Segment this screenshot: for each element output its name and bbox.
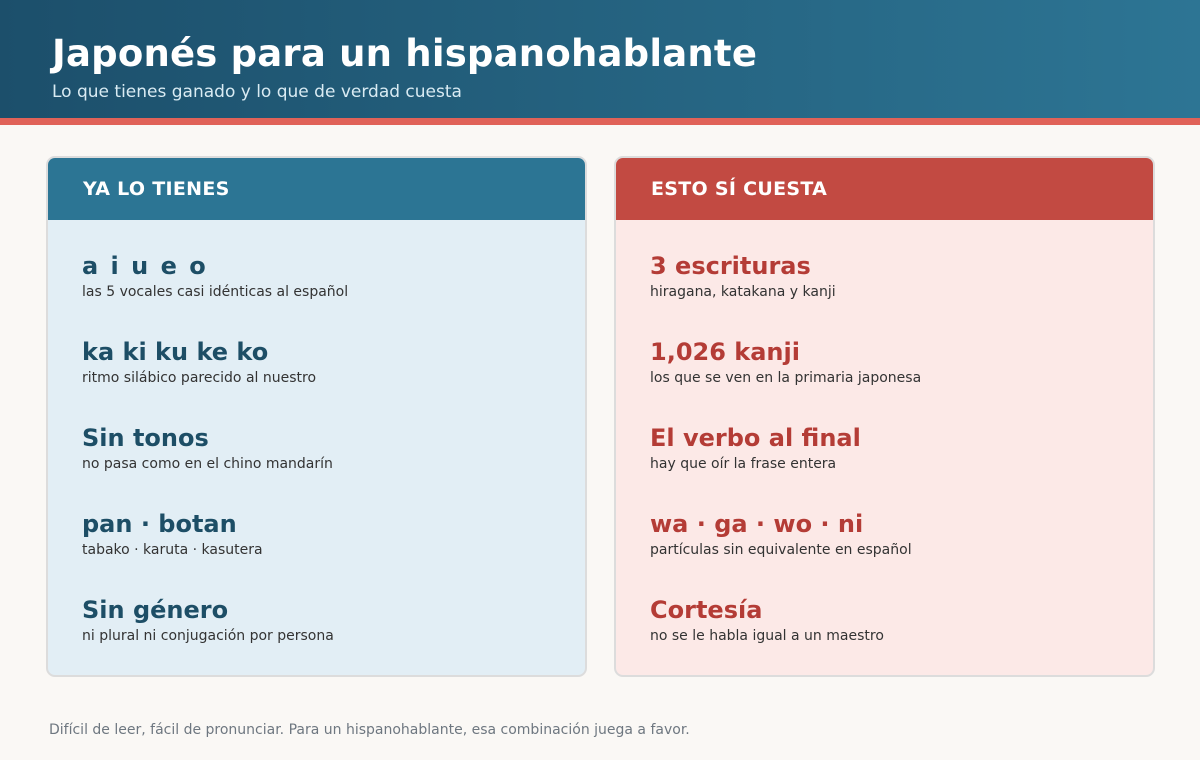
footer-note: Difícil de leer, fácil de pronunciar. Para un hispanohablante, esa combinación juega a favor. <box>49 722 690 738</box>
list-item <box>82 596 334 645</box>
item-subtitle: hay que oír la frase entera <box>650 456 837 472</box>
item-subtitle: ritmo silábico parecido al nuestro <box>82 370 317 386</box>
item-subtitle: no se le habla igual a un maestro <box>650 628 884 644</box>
item-title: Sin género <box>82 596 229 624</box>
item-subtitle: las 5 vocales casi idénticas al español <box>82 284 349 300</box>
page-subtitle: Lo que tienes ganado y lo que de verdad cuesta <box>52 82 462 102</box>
item-title: 1,026 kanji <box>650 338 800 366</box>
list-item <box>82 338 316 387</box>
item-title: El verbo al final <box>650 424 861 452</box>
item-title: ka ki ku ke ko <box>82 338 269 366</box>
item-title: wa · ga · wo · ni <box>650 510 864 538</box>
list-item <box>82 252 348 301</box>
list-item <box>650 424 861 473</box>
item-title: a i u e o <box>82 252 208 280</box>
header-accent-stripe <box>0 118 1200 125</box>
card-heading: YA LO TIENES <box>48 158 585 220</box>
item-subtitle: partículas sin equivalente en español <box>650 542 912 558</box>
item-title: Cortesía <box>650 596 763 624</box>
item-subtitle: ni plural ni conjugación por persona <box>82 628 334 644</box>
item-subtitle: los que se ven en la primaria japonesa <box>650 370 922 386</box>
item-title: 3 escrituras <box>650 252 811 280</box>
card-esto-si-cuesta <box>614 156 1155 677</box>
header-banner <box>0 0 1200 118</box>
page-title: Japonés para un hispanohablante <box>52 32 758 75</box>
list-item <box>650 252 836 301</box>
item-subtitle: tabako · karuta · kasutera <box>82 542 263 558</box>
list-item <box>82 510 263 559</box>
list-item <box>650 338 921 387</box>
list-item <box>82 424 333 473</box>
item-title: Sin tonos <box>82 424 209 452</box>
item-title: pan · botan <box>82 510 237 538</box>
item-subtitle: no pasa como en el chino mandarín <box>82 456 333 472</box>
item-subtitle: hiragana, katakana y kanji <box>650 284 836 300</box>
card-heading: ESTO SÍ CUESTA <box>616 158 1153 220</box>
list-item <box>650 510 912 559</box>
card-ya-lo-tienes <box>46 156 587 677</box>
list-item <box>650 596 884 645</box>
